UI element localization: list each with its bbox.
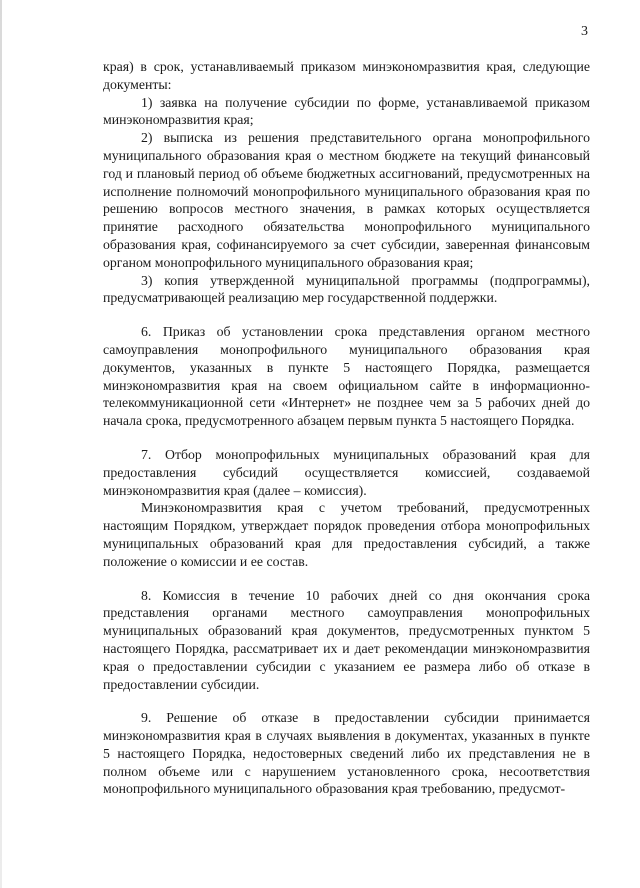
paragraph-continuation: края) в срок, устанавливаемый приказом минэкономразвития края, следующие документы: <box>103 59 590 92</box>
paragraph-6: 6. Приказ об установлении срока представления органом местного самоуправления монопрофильного муниципального образования края документов, указанных в пункте 5 настоящего Порядка, размещается минэкономразвития края на своем официальном сайте в информационно-телекоммуникационной сети «Интернет» не позднее чем за 5 рабочих дней до начала срока, предусмотренного абзацем первым пункта 5 настоящего Порядка. <box>103 324 590 429</box>
paragraph-9: 9. Решение об отказе в предоставлении субсидии принимается минэкономразвития края в случаях выявления в документах, указанных в пункте 5 настоящего Порядка, недостоверных сведений либо их представления не в полном объеме или с нарушением установленного срока, несоответствия монопрофильного муниципального образования края требованию, предусмот- <box>103 710 590 797</box>
paragraph-7: 7. Отбор монопрофильных муниципальных образований края для предоставления субсидий осуществляется комиссией, создаваемой минэкономразвития края (далее – комиссия). <box>103 446 590 498</box>
paragraph-item-3: 3) копия утвержденной муниципальной программы (подпрограммы), предусматривающей реализацию мер государственной поддержки. <box>103 272 590 306</box>
paragraph-7-continued: Минэкономразвития края с учетом требований, предусмотренных настоящим Порядком, утверждает порядок проведения отбора монопрофильных муниципальных образований края для предоставления субсидий, а также положение о комиссии и ее состав. <box>103 500 590 569</box>
spacer <box>103 307 590 323</box>
paragraph-8: 8. Комиссия в течение 10 рабочих дней со дня окончания срока представления органами местного самоуправления монопрофильных муниципальных образований края документов, предусмотренных пунктом 5 настоящего Порядка, рассматривает их и дает рекомендации минэкономразвития края о предоставлении субсидии с указанием ее размера либо об отказе в предоставлении субсидии. <box>103 587 590 692</box>
spacer <box>103 430 590 446</box>
spacer <box>103 571 590 587</box>
scan-edge <box>0 0 2 888</box>
paragraph-item-2: 2) выписка из решения представительного органа монопрофильного муниципального образования края о местном бюджете на текущий финансовый год и плановый период об объеме бюджетных ассигнований, предусмотренных на исполнение полномочий монопрофильного муниципального образования края по решению вопросов местного значения, в рамках которых осуществляется принятие расходного обязательства монопрофильного муниципального образования края, софинансируемого за счет субсидии, заверенная финансовым органом монопрофильного муниципального образования края; <box>103 130 590 270</box>
page-number: 3 <box>581 24 588 39</box>
spacer <box>103 693 590 709</box>
paragraph-item-1: 1) заявка на получение субсидии по форме, устанавливаемой приказом минэкономразвития края; <box>103 94 590 128</box>
